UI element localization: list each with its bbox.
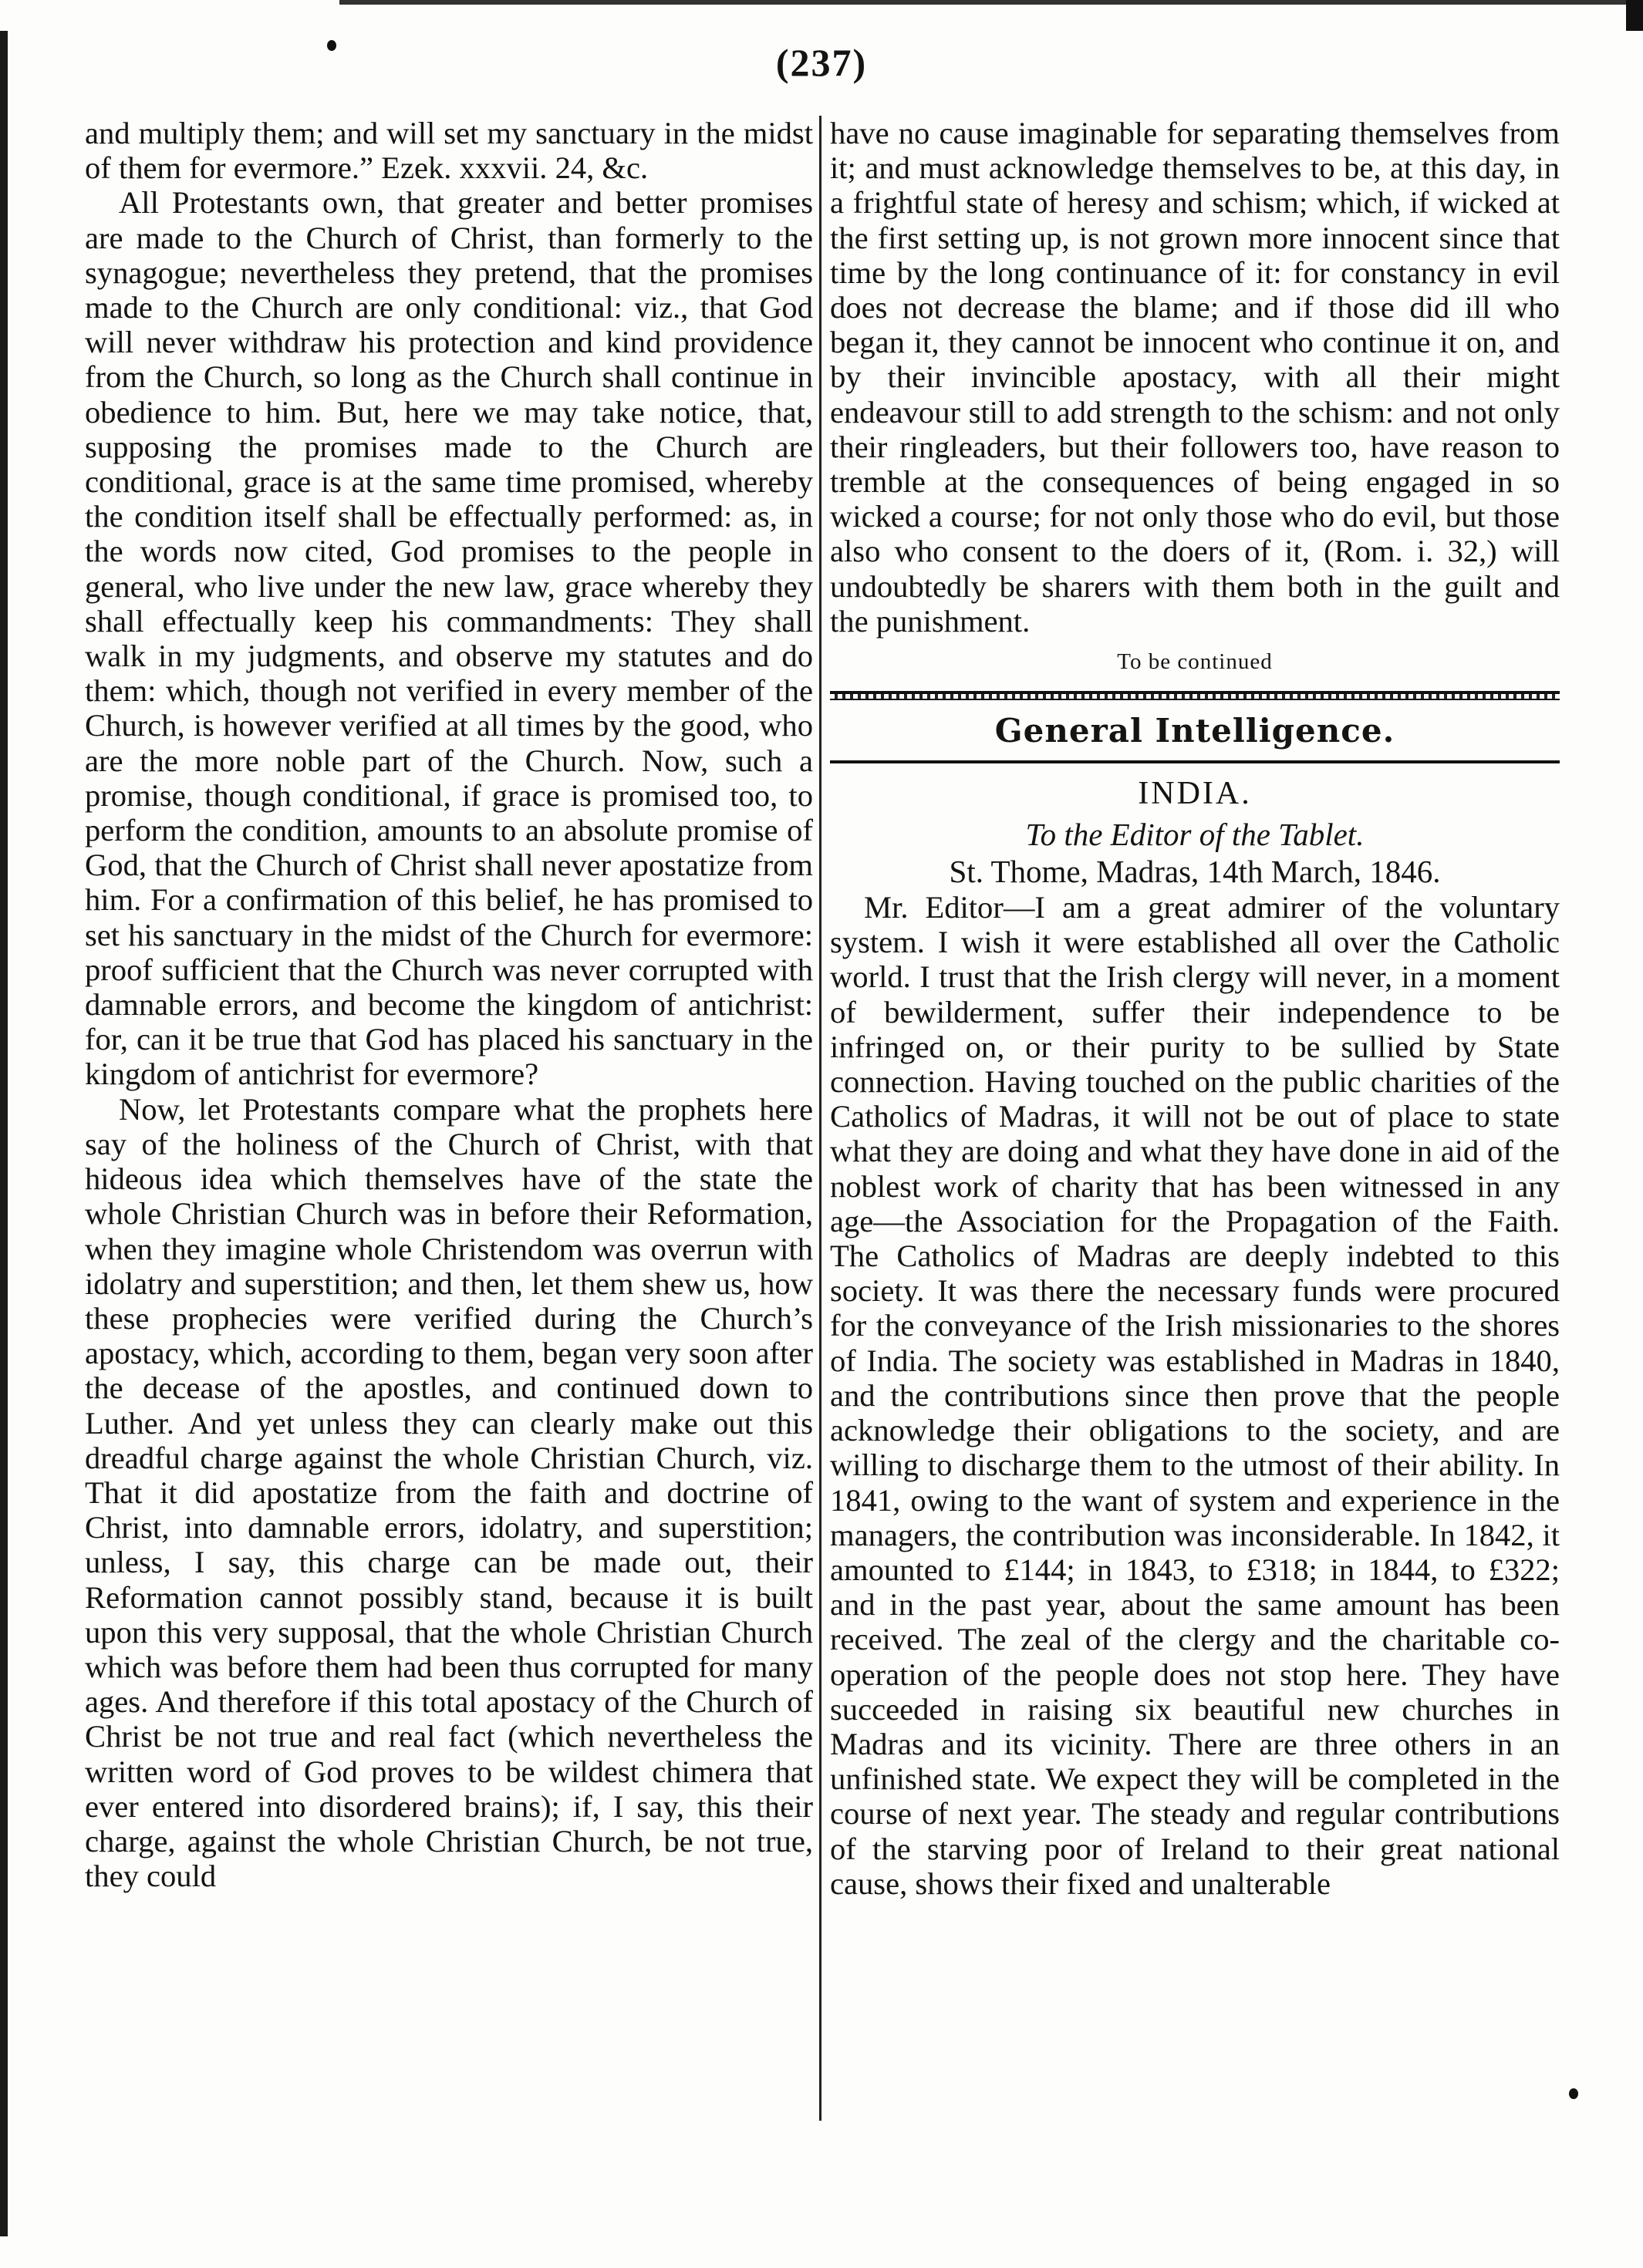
article-subheading: To the Editor of the Tablet. [1025, 817, 1365, 853]
article-dateline: St. Thome, Madras, 14th March, 1846. [949, 854, 1441, 890]
heading-rule [830, 760, 1560, 763]
section-heading: General Intelligence. [994, 712, 1395, 750]
column-divider [819, 116, 822, 2121]
page-number: (237) [775, 41, 868, 84]
left-column [85, 116, 813, 1893]
paragraph: and multiply them; and will set my sanctuary in the midst of them for evermore.” Ezek. xxxvii. 24, &c. [85, 116, 813, 186]
paragraph: Now, let Protestants compare what the prophets here say of the holiness of the Church of Christ, with that hideous idea which themselves have of the state the whole Christian Church was in before their Reformation, when they imagine whole Christendom was overrun with idolatry and superstition; and then, let them shew us, how these prophecies were verified during the Church’s apostacy, which, according to them, began very soon after the decease of the apostles, and continued down to Luther. And yet unless they can clearly make out this dreadful charge against the whole Christian Church, viz. That it did apostatize from the faith and doctrine of Christ, into damnable errors, idolatry, and superstition; unless, I say, this charge can be made out, their Reformation cannot possibly stand, because it is built upon this very supposal, that the whole Christian Church which was before them had been thus corrupted for many ages. And therefore if this total apostacy of the Church of Christ be not true and real fact (which nevertheless the written word of God proves to be wildest chimera that ever entered into disordered brains); if, I say, this their charge, against the whole Christian Church, be not true, they could [85, 1091, 813, 1894]
article-body: Mr. Editor—I am a great admirer of the voluntary system. I wish it were established all over the Catholic world. I trust that the Irish clergy will never, in a moment of bewilderment, suffer their independence to be infringed on, or their purity to be sullied by State connection. Having touched on the public charities of the Catholics of Madras, it will not be out of place to state what they are doing and what they have done in aid of the noblest work of charity that has been witnessed in any age—the Association for the Propagation of the Faith. The Catholics of Madras are deeply indebted to this society. It was there the necessary funds were procured for the conveyance of the Irish missionaries to the shores of India. The society was established in Madras in 1840, and the contributions since then prove that the people acknowledge their obligations to the society, and are willing to discharge them to the utmost of their ability. In 1841, owing to the want of system and experience in the managers, the contribution was inconsiderable. In 1842, it amounted to £144; in 1843, to £318; in 1844, to £322; and in the past year, about the same amount has been received. The zeal of the clergy and the charitable co-operation of the people does not stop here. They have succeeded in raising six beautiful new churches in Madras and its vicinity. There are three others in an unfinished state. We expect they will be completed in the course of next year. The steady and regular contributions of the starving poor of Ireland to their great national cause, shows their fixed and unalterable [830, 890, 1560, 1901]
scan-edge-right [1626, 0, 1643, 31]
article-heading: INDIA. [1138, 776, 1252, 812]
right-column [830, 116, 1560, 1901]
section-divider [830, 691, 1560, 700]
paragraph: have no cause imaginable for separating themselves from it; and must acknowledge themselves to be, at this day, in a frightful state of heresy and schism; which, if wicked at the first setting up, is not grown more innocent since that time by the long continuance of it: for constancy in evil does not decrease the blame; and if those did ill who began it, they cannot be innocent who continue it on, and by their invincible apostacy, with all their might endeavour still to add strength to the schism: and not only their ringleaders, but their followers too, have reason to tremble at the consequences of being engaged in so wicked a course; for not only those who do evil, but those also who consent to the doers of it, (Rom. i. 32,) will undoubtedly be sharers with them both in the guilt and the punishment. [830, 116, 1560, 639]
scan-edge-left [0, 31, 8, 2236]
ink-speck [1569, 2088, 1578, 2099]
to-be-continued-note: To be continued [1117, 649, 1273, 675]
paragraph: All Protestants own, that greater and better promises are made to the Church of Christ, than formerly to the synagogue; nevertheless they pretend, that the promises made to the Church are only conditional: viz., that God will never withdraw his protection and kind providence from the Church, so long as the Church shall continue in obedience to him. But, here we may take notice, that, supposing the promises made to the Church are conditional, grace is at the same time promised, whereby the condition itself shall be effectually performed: as, in the words now cited, God promises to the people in general, who live under the new law, grace whereby they shall effectually keep his commandments: They shall walk in my judgments, and observe my statutes and do them: which, though not verified in every member of the Church, is however verified at all times by the good, who are the more noble part of the Church. Now, such a promise, though conditional, if grace is promised too, to perform the condition, amounts to an absolute promise of God, that the Church of Christ shall never apostatize from him. For a confirmation of this belief, he has promised to set his sanctuary in the midst of the Church for evermore: proof sufficient that the Church was never corrupted with damnable errors, and become the kingdom of antichrist: for, can it be true that God has placed his sanctuary in the kingdom of antichrist for evermore? [85, 185, 813, 1092]
scan-edge-top [339, 0, 1643, 5]
